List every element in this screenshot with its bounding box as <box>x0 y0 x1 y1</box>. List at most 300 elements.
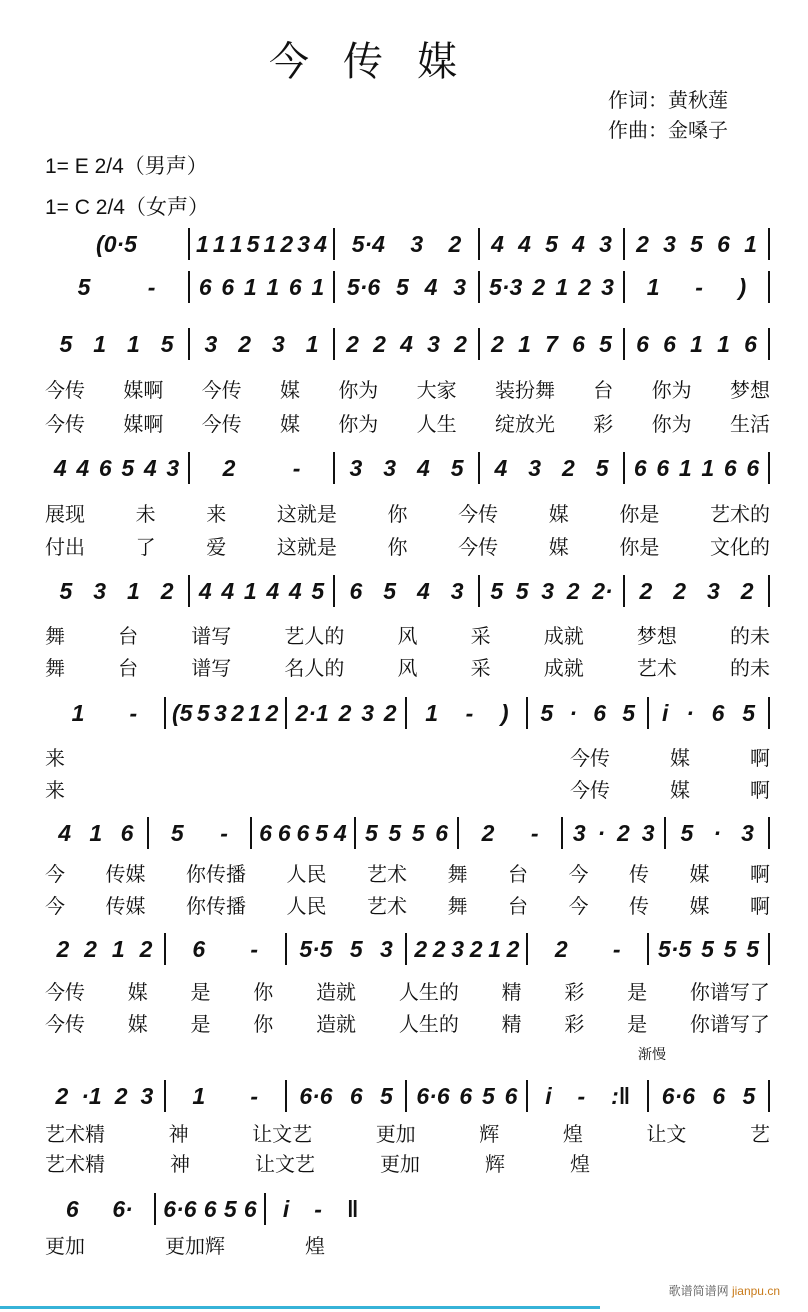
note: 2· <box>592 577 613 604</box>
measure <box>45 575 190 607</box>
note: 3 <box>450 577 464 604</box>
note: 5 <box>723 935 737 962</box>
lyricist-credit: 作词：黄秋莲 <box>608 90 728 112</box>
note: 1 <box>488 935 501 962</box>
note: 1 <box>126 330 140 357</box>
note: 2 <box>578 273 592 300</box>
measure <box>625 328 770 360</box>
note: 1 <box>212 230 226 257</box>
note: 6 <box>435 819 448 846</box>
lyric-line <box>45 652 770 681</box>
lyric-word: 你为 <box>338 414 379 436</box>
measure <box>480 228 625 260</box>
lyric-word: 传媒 <box>105 864 146 886</box>
lyric-word: 艺术 <box>367 864 407 886</box>
note: - <box>695 273 703 300</box>
lyric-word: 名人的 <box>284 658 345 680</box>
note: 5 <box>365 819 378 846</box>
note: 6 <box>572 330 585 357</box>
measure <box>287 933 408 965</box>
measure <box>190 271 335 303</box>
measure <box>45 452 190 484</box>
lyric-word: 采 <box>470 626 491 648</box>
lyric-word: 舞 <box>45 658 65 680</box>
lyric-line <box>45 498 770 527</box>
lyric-word: 装扮舞 <box>494 380 555 402</box>
lyric-word: 煌 <box>305 1236 325 1258</box>
lyric-word: 你传播 <box>186 864 246 886</box>
lyric-word: 媒 <box>670 748 690 770</box>
lyric-word: 今 <box>45 864 65 886</box>
note: 2 <box>491 330 504 357</box>
lyric-word: 来 <box>206 504 227 526</box>
note: 5 <box>742 1082 756 1109</box>
lyric-word: 你 <box>253 982 274 1004</box>
lyric-word: 今传 <box>458 504 499 526</box>
measure <box>625 271 770 303</box>
notation-row <box>45 697 770 729</box>
note: 1 <box>311 273 325 300</box>
note: 3 <box>93 577 107 604</box>
lyric-word: 啊 <box>750 864 770 886</box>
bottom-divider <box>0 1306 600 1309</box>
note: 2 <box>454 330 467 357</box>
note: 2 <box>238 330 252 357</box>
measure <box>45 697 166 729</box>
note: 5 <box>411 819 425 846</box>
lyric-word: 媒 <box>279 414 300 436</box>
note: 6 <box>636 330 649 357</box>
note: 2 <box>469 935 483 962</box>
lyric-line <box>45 408 770 437</box>
note: 2 <box>338 699 352 726</box>
note: 6 <box>98 454 112 481</box>
note: 5 <box>701 935 714 962</box>
note: 5 <box>540 699 554 726</box>
note: 3 <box>641 819 655 846</box>
note: 3 <box>349 454 363 481</box>
measure <box>335 575 480 607</box>
note: · <box>686 699 694 726</box>
lyric-word: 媒 <box>548 504 569 526</box>
note: 6 <box>746 454 760 481</box>
measure <box>480 575 625 607</box>
lyric-word: 你为 <box>338 380 379 402</box>
note: 1 <box>701 454 715 481</box>
lyric-word: 啊 <box>750 896 770 918</box>
note: 6·6 <box>661 1082 696 1109</box>
measure <box>166 933 287 965</box>
lyric-word: 媒啊 <box>123 380 164 402</box>
note: 5 <box>311 577 325 604</box>
lyric-word: 媒 <box>689 864 710 886</box>
note: 3 <box>214 699 227 726</box>
note: 6·6 <box>299 1082 333 1109</box>
measure <box>480 328 625 360</box>
lyric-line <box>45 1148 590 1177</box>
note: 1 <box>243 273 257 300</box>
measure <box>459 817 563 849</box>
measure <box>356 817 460 849</box>
note: 2 <box>346 330 359 357</box>
note: 4 <box>518 230 531 257</box>
lyric-word: 让文艺 <box>255 1154 315 1176</box>
note: 3 <box>427 330 440 357</box>
lyric-word: 今传 <box>570 780 610 802</box>
lyric-line <box>45 620 770 649</box>
lyric-word: 今 <box>45 896 65 918</box>
note: 2 <box>114 1082 128 1109</box>
note: 4 <box>53 454 67 481</box>
note: 3 <box>410 230 424 257</box>
note: - <box>292 454 301 481</box>
note: 1 <box>305 330 319 357</box>
measure <box>563 817 667 849</box>
lyric-word: 更加 <box>375 1124 416 1146</box>
note: 5 <box>690 230 703 257</box>
measure <box>190 575 335 607</box>
note: 6 <box>277 819 291 846</box>
notation-row <box>45 452 770 484</box>
lyric-word: 精 <box>501 982 522 1004</box>
note: 1 <box>425 699 439 726</box>
note: 6 <box>459 1082 473 1109</box>
lyric-word: 谱写 <box>191 658 232 680</box>
lyric-word: 彩 <box>593 414 614 436</box>
measure <box>407 933 528 965</box>
lyric-word: 媒 <box>127 1014 148 1036</box>
lyric-word: 媒 <box>127 982 148 1004</box>
lyric-word: 今传 <box>201 380 242 402</box>
note: 2 <box>506 935 520 962</box>
note: 3 <box>453 273 467 300</box>
note: 3 <box>383 454 397 481</box>
note: 6 <box>198 273 212 300</box>
note: 4 <box>424 273 438 300</box>
measure <box>649 933 770 965</box>
measure <box>252 817 356 849</box>
note: 3 <box>297 230 311 257</box>
lyric-word: 更加辉 <box>165 1236 225 1258</box>
note: 4 <box>76 454 90 481</box>
note: 4 <box>572 230 585 257</box>
lyric-word: 成就 <box>543 658 584 680</box>
note: · <box>713 819 722 846</box>
lyric-word: 这就是 <box>276 504 337 526</box>
lyric-word: 今传 <box>570 748 610 770</box>
lyric-line <box>45 742 770 771</box>
note: 6 <box>221 273 235 300</box>
note: 7 <box>545 330 558 357</box>
note: 1 <box>744 230 757 257</box>
lyric-word: 今 <box>568 864 589 886</box>
note: 1 <box>196 230 209 257</box>
lyric-word: 你谱写了 <box>689 1014 770 1036</box>
note: 2 <box>481 819 495 846</box>
lyric-word: 媒 <box>689 896 710 918</box>
lyric-line <box>45 1008 770 1037</box>
lyric-word: 舞 <box>447 864 468 886</box>
note: 5 <box>315 819 329 846</box>
lyric-word: 采 <box>470 658 491 680</box>
lyric-word: 你为 <box>651 380 692 402</box>
note: 1 <box>93 330 107 357</box>
note: 4 <box>221 577 235 604</box>
lyric-line <box>45 774 770 803</box>
note: - <box>129 699 138 726</box>
key-signature-male: 1= E 2/4（男声） <box>45 155 208 178</box>
note: 6 <box>349 1082 363 1109</box>
lyric-word: 彩 <box>564 982 585 1004</box>
note: 4 <box>491 230 504 257</box>
measure <box>625 575 770 607</box>
note: 6 <box>663 330 676 357</box>
note: 2 <box>554 935 568 962</box>
note: 1 <box>266 273 280 300</box>
note: - <box>314 1195 322 1222</box>
lyric-word: 煌 <box>562 1124 583 1146</box>
measure <box>335 271 480 303</box>
lyric-line <box>45 1230 325 1259</box>
lyric-word: 今 <box>568 896 589 918</box>
note: 3 <box>541 577 555 604</box>
note: i <box>662 699 669 726</box>
lyric-word: 台 <box>118 658 139 680</box>
note: 5 <box>196 699 210 726</box>
note: 5 <box>59 330 73 357</box>
note: 5 <box>223 1195 237 1222</box>
note: 4 <box>266 577 280 604</box>
note: - <box>220 819 228 846</box>
lyric-word: 的未 <box>730 658 770 680</box>
note: 2 <box>383 699 397 726</box>
key-signature-female: 1= C 2/4（女声） <box>45 196 209 219</box>
note: - <box>465 699 474 726</box>
note: 2 <box>432 935 446 962</box>
note: 6 <box>65 1195 79 1222</box>
note: 5 <box>490 577 504 604</box>
note: 2 <box>561 454 575 481</box>
lyric-word: 未 <box>135 504 156 526</box>
lyric-line <box>45 976 770 1005</box>
lyric-word: 让文 <box>646 1124 687 1146</box>
note: - <box>612 935 621 962</box>
note: 6·6 <box>163 1195 197 1222</box>
note: 3 <box>706 577 720 604</box>
note: 1 <box>192 1082 206 1109</box>
note: 3 <box>380 935 393 962</box>
note: - <box>577 1082 586 1109</box>
note: 4 <box>314 230 327 257</box>
measure <box>190 328 335 360</box>
note: 2 <box>231 699 245 726</box>
lyric-word: 来 <box>45 748 65 770</box>
lyric-word: 今传 <box>458 537 499 559</box>
measure <box>45 228 190 260</box>
note: 5 <box>383 577 397 604</box>
lyric-word: 艺术精 <box>45 1154 105 1176</box>
note: 2 <box>280 230 294 257</box>
note: 1 <box>248 699 262 726</box>
note: 3 <box>599 230 612 257</box>
note: - <box>530 819 539 846</box>
lyric-word: 这就是 <box>276 537 337 559</box>
measure <box>649 697 770 729</box>
note: 1 <box>71 699 85 726</box>
note: 6 <box>203 1195 217 1222</box>
lyric-word: 台 <box>118 626 139 648</box>
note: · <box>569 699 578 726</box>
measure <box>480 271 625 303</box>
note: 2 <box>265 699 279 726</box>
measure <box>287 697 408 729</box>
lyric-word: 是 <box>627 982 648 1004</box>
note: 2 <box>617 819 630 846</box>
lyric-word: 神 <box>168 1124 189 1146</box>
lyric-word: 成就 <box>543 626 584 648</box>
lyric-word: 你 <box>387 504 408 526</box>
note: 3 <box>451 935 465 962</box>
measure <box>45 933 166 965</box>
lyric-word: 艺术的 <box>710 504 770 526</box>
note: 5·4 <box>351 230 385 257</box>
note: 6 <box>717 230 730 257</box>
note: 6 <box>504 1082 518 1109</box>
measure <box>166 697 287 729</box>
measure <box>528 1080 649 1112</box>
measure <box>480 452 625 484</box>
lyric-word: 绽放光 <box>494 414 555 436</box>
lyric-word: 是 <box>627 1014 648 1036</box>
song-title: 今传媒 <box>269 40 491 84</box>
lyric-word: 今传 <box>45 982 85 1004</box>
note: 5 <box>515 577 529 604</box>
lyric-word: 今传 <box>45 1014 85 1036</box>
note: 5 <box>395 273 409 300</box>
lyric-word: 风 <box>397 658 418 680</box>
note: ‖ <box>347 1195 359 1222</box>
note: 1 <box>690 330 703 357</box>
note: 3 <box>204 330 218 357</box>
lyric-line <box>45 374 770 403</box>
note: 5 <box>160 330 174 357</box>
note: 2 <box>532 273 546 300</box>
lyric-word: 你 <box>387 537 408 559</box>
lyric-word: 辉 <box>479 1124 500 1146</box>
watermark-text: 歌谱简谱网 <box>668 1284 729 1298</box>
lyric-line <box>45 858 770 887</box>
note: 3 <box>528 454 542 481</box>
measure <box>166 1080 287 1112</box>
note: 1 <box>646 273 660 300</box>
note: 5 <box>170 819 184 846</box>
lyric-word: 大家 <box>416 380 457 402</box>
measure <box>149 817 253 849</box>
note: 4 <box>143 454 157 481</box>
note: 5 <box>482 1082 495 1109</box>
note: 4 <box>58 819 71 846</box>
note: - <box>250 1082 259 1109</box>
note: · <box>597 819 606 846</box>
note: 5 <box>246 230 260 257</box>
note: 1 <box>555 273 569 300</box>
lyric-word: 媒 <box>279 380 300 402</box>
note: 5 <box>545 230 558 257</box>
note: 2 <box>566 577 580 604</box>
note: 4 <box>198 577 212 604</box>
note: 6 <box>296 819 310 846</box>
measure <box>407 697 528 729</box>
lyric-word: 是 <box>190 982 211 1004</box>
note: 2 <box>639 577 653 604</box>
lyric-word: 更加 <box>380 1154 420 1176</box>
lyric-word: 你是 <box>619 537 660 559</box>
lyric-word: 人生 <box>416 414 457 436</box>
lyric-word: 精 <box>501 1014 522 1036</box>
note: 6 <box>243 1195 257 1222</box>
lyric-word: 台 <box>508 896 528 918</box>
note: 2 <box>139 935 153 962</box>
measure <box>625 228 770 260</box>
lyric-word: 媒 <box>548 537 569 559</box>
lyric-word: 你是 <box>619 504 660 526</box>
note: 3 <box>572 819 586 846</box>
note: 4 <box>288 577 302 604</box>
note: 5 <box>349 935 363 962</box>
note: 2 <box>636 230 649 257</box>
note: 2·1 <box>295 699 329 726</box>
note: 5 <box>599 330 612 357</box>
lyric-word: 艺术 <box>636 658 677 680</box>
lyric-word: 文化的 <box>710 537 770 559</box>
note: 5 <box>380 1082 393 1109</box>
note: 2 <box>55 1082 69 1109</box>
measure <box>528 933 649 965</box>
note: 6 <box>712 1082 726 1109</box>
notation-row <box>45 1193 375 1225</box>
note: 5 <box>121 454 135 481</box>
measure <box>45 817 149 849</box>
measure <box>45 328 190 360</box>
notation-row <box>45 328 770 360</box>
note: - <box>147 273 156 300</box>
note: 2 <box>448 230 462 257</box>
note: 3 <box>140 1082 154 1109</box>
lyric-word: 传媒 <box>105 896 146 918</box>
lyric-word: 梦想 <box>729 380 770 402</box>
note: 2 <box>222 454 236 481</box>
lyric-word: 展现 <box>45 504 85 526</box>
note: 2 <box>414 935 428 962</box>
note: 5·3 <box>489 273 523 300</box>
note: 2 <box>84 935 97 962</box>
lyric-word: 台 <box>508 864 528 886</box>
lyric-word: 人民 <box>286 896 327 918</box>
lyric-word: 媒 <box>670 780 690 802</box>
note: 5 <box>595 454 609 481</box>
note: ) <box>738 273 747 300</box>
measure <box>666 817 770 849</box>
note: 5 <box>746 935 760 962</box>
note: (5 <box>172 699 193 726</box>
note: i <box>545 1082 552 1109</box>
measure <box>625 452 770 484</box>
note: 5 <box>742 699 756 726</box>
note: 6 <box>120 819 134 846</box>
lyric-word: 生活 <box>729 414 770 436</box>
note: 2 <box>673 577 687 604</box>
note: 1 <box>126 577 140 604</box>
